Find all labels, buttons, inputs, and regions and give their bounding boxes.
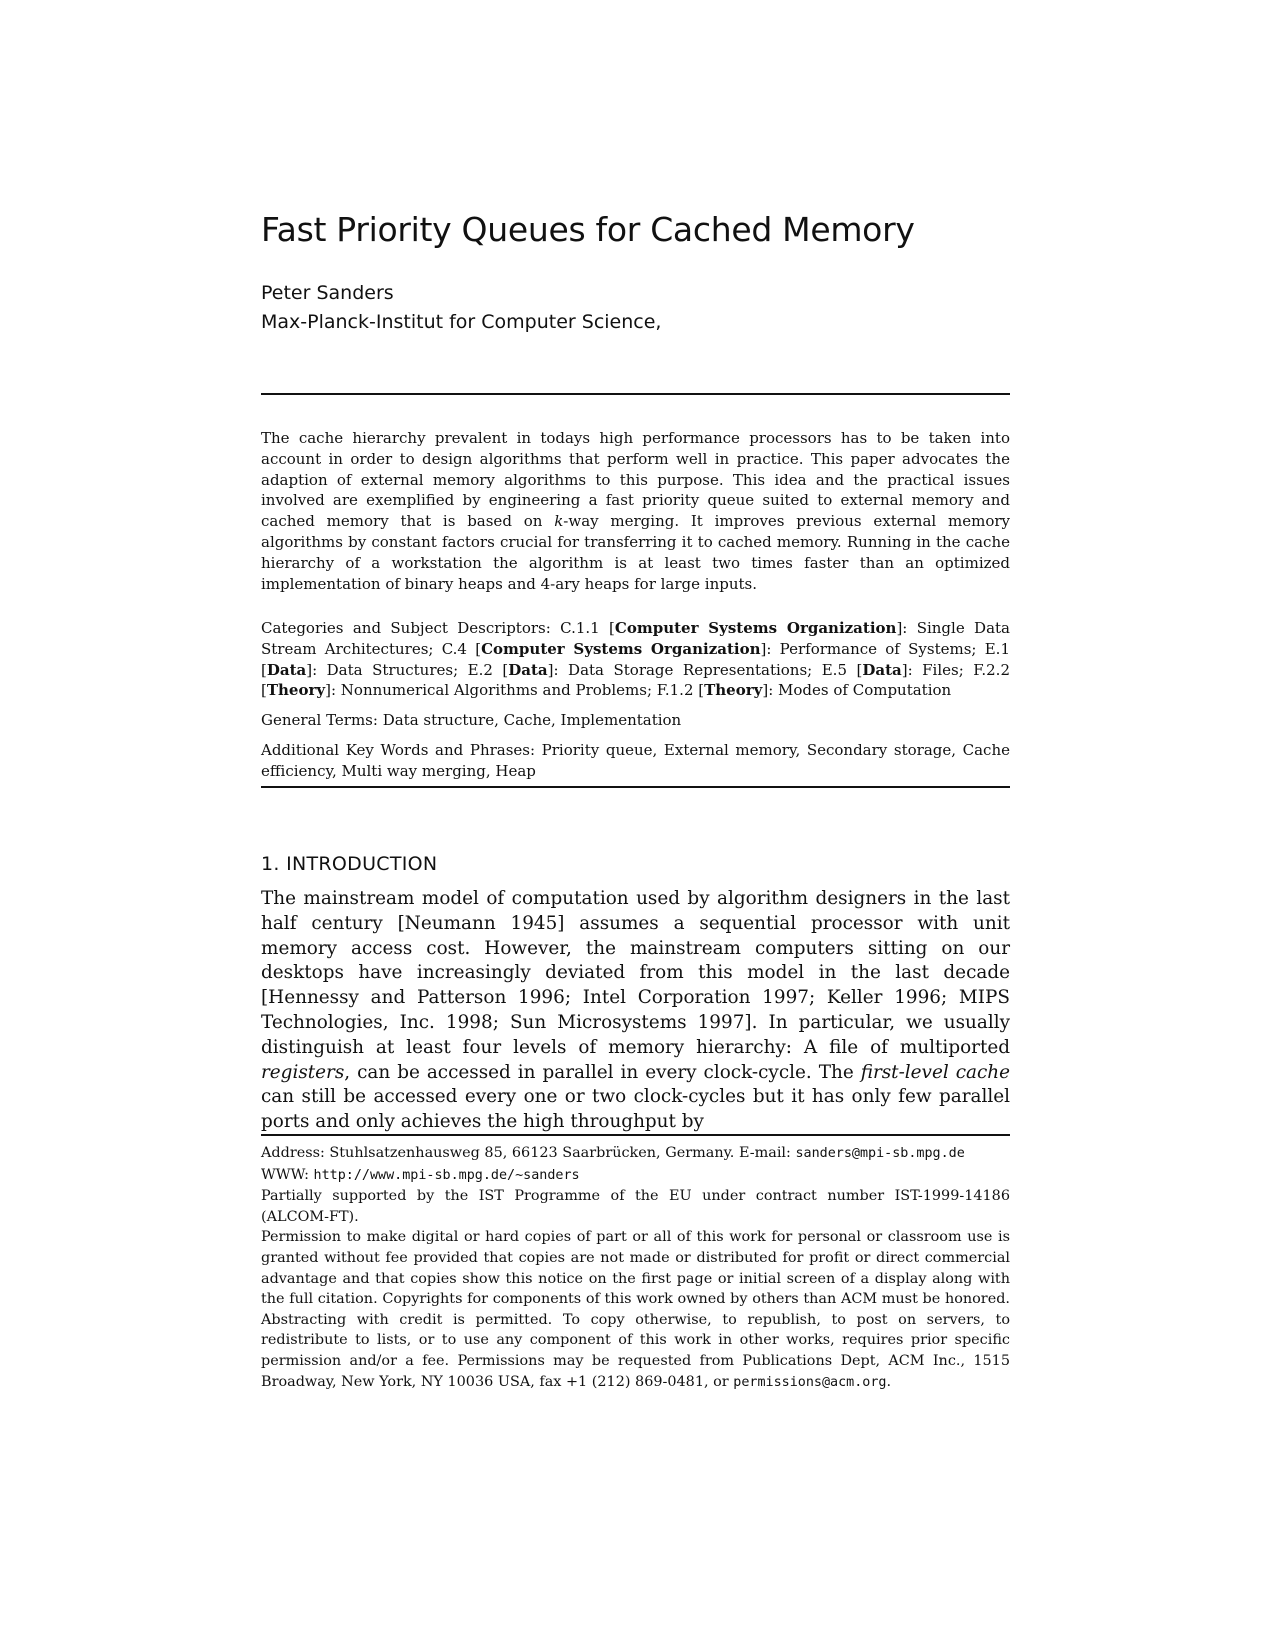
abstract-bottom-rule xyxy=(261,786,1010,788)
intro-emphasis: registers xyxy=(261,1061,345,1083)
footnote-text: Address: Stuhlsatzenhausweg 85, 66123 Saarbrücken, Germany. E-mail: xyxy=(261,1145,796,1161)
section-heading: 1. INTRODUCTION xyxy=(261,853,438,875)
cat-text: ]: Modes of Computation xyxy=(762,681,952,700)
intro-emphasis: first-level cache xyxy=(860,1061,1010,1083)
cat-text: ]: Data Structures; E.2 [ xyxy=(306,660,509,679)
abstract xyxy=(261,428,1010,594)
abstract-text-2: -way merging. It improves previous external memory algorithms by constant factors crucial for transferring it to cached memory. Running in the cache hierarchy of a workstation the algorithm is at least two times faster than an optimized implementation of binary heaps and 4-ary heaps for large inputs. xyxy=(261,512,1010,593)
footnote-text: . xyxy=(886,1373,892,1390)
footnote-text: Permission to make digital or hard copies of part or all of this work for personal or classroom use is granted without fee provided that copies are not made or distributed for profit or direct commercial advantage and that copies show this notice on the first page or initial screen of a display along with the full citation. Copyrights for components of this work owned by others than ACM must be honored. Abstracting with credit is permitted. To copy otherwise, to republish, to post on servers, to redistribute to lists, or to use any component of this work in other works, requires prior specific permission and/or a fee. Permissions may be requested from Publications Dept, ACM Inc., 1515 Broadway, New York, NY 10036 USA, fax +1 (212) 869-0481, or xyxy=(261,1229,1010,1390)
cat-text: Categories and Subject Descriptors: C.1.1 [ xyxy=(261,619,615,637)
intro-text: can still be accessed every one or two clock-cycles but it has only few parallel ports and only achieves the high throughput by xyxy=(261,1086,1010,1133)
permissions-email-link[interactable]: permissions@acm.org xyxy=(733,1374,887,1390)
cat-bold: Data xyxy=(266,660,307,679)
cat-text: ]: Nonnumerical Algorithms and Problems; F.1.2 [ xyxy=(325,681,705,700)
cat-text: ]: Performance of Systems; E.1 [ xyxy=(261,639,1010,679)
cat-bold: Theory xyxy=(266,681,326,700)
email-link[interactable]: sanders@mpi-sb.mpg.de xyxy=(795,1146,965,1161)
general-terms: General Terms: Data structure, Cache, Implementation xyxy=(261,711,682,729)
cat-bold: Computer Systems Organization xyxy=(481,639,761,658)
homepage-link[interactable]: http://www.mpi-sb.mpg.de/~sanders xyxy=(313,1167,580,1183)
footnote-text: WWW: xyxy=(261,1166,314,1183)
author-name: Peter Sanders xyxy=(261,282,394,304)
abstract-text-1: The cache hierarchy prevalent in todays high performance processors has to be taken into account in order to design algorithms that perform well in practice. This paper advocates the adaption of external memory algorithms to this purpose. This idea and the practical issues involved are exemplified by engineering a fast priority queue suited to external memory and cached memory that is based on xyxy=(261,429,1010,531)
paper-title: Fast Priority Queues for Cached Memory xyxy=(261,210,915,249)
cat-text: ]: Data Storage Representations; E.5 [ xyxy=(547,660,863,679)
key-words: Additional Key Words and Phrases: Priority queue, External memory, Secondary storage, Cache efficiency, Multi way merging, Heap xyxy=(261,741,1010,780)
cat-bold: Theory xyxy=(704,681,763,700)
abstract-top-rule xyxy=(261,393,1010,395)
footnote-address xyxy=(261,1143,1010,1186)
abstract-k: k xyxy=(554,512,564,531)
cat-text: ]: Single Data Stream Architectures; C.4 [ xyxy=(261,619,1010,658)
intro-text: , can be accessed in parallel in every clock-cycle. The xyxy=(344,1061,861,1083)
intro-text: The mainstream model of computation used by algorithm designers in the last half century [Neumann 1945] assumes a sequential processor with unit memory access cost. However, the mainstream computers sitting on our desktops have increasingly deviated from this model in the last decade [Hennessy and Patterson 1996; Intel Corporation 1997; Keller 1996; MIPS Technologies, Inc. 1998; Sun Microsystems 1997]. In particular, we usually distinguish at least four levels of memory hierarchy: A file of multiported xyxy=(261,888,1010,1058)
cat-bold: Computer Systems Organization xyxy=(614,619,897,637)
footnotes xyxy=(261,1143,1010,1393)
footnote-rule xyxy=(261,1134,1010,1136)
cat-text: ]: Files; F.2.2 [ xyxy=(261,660,1010,700)
author-affiliation: Max-Planck-Institut for Computer Science, xyxy=(261,311,662,333)
footnote-permission xyxy=(261,1227,1010,1393)
cat-bold: Data xyxy=(862,660,902,679)
footnote-support: Partially supported by the IST Programme of the EU under contract number IST-1999-14186 (ALCOM-FT). xyxy=(261,1188,1010,1225)
subject-descriptors xyxy=(261,618,1010,701)
cat-bold: Data xyxy=(508,660,548,679)
introduction-paragraph xyxy=(261,887,1010,1135)
